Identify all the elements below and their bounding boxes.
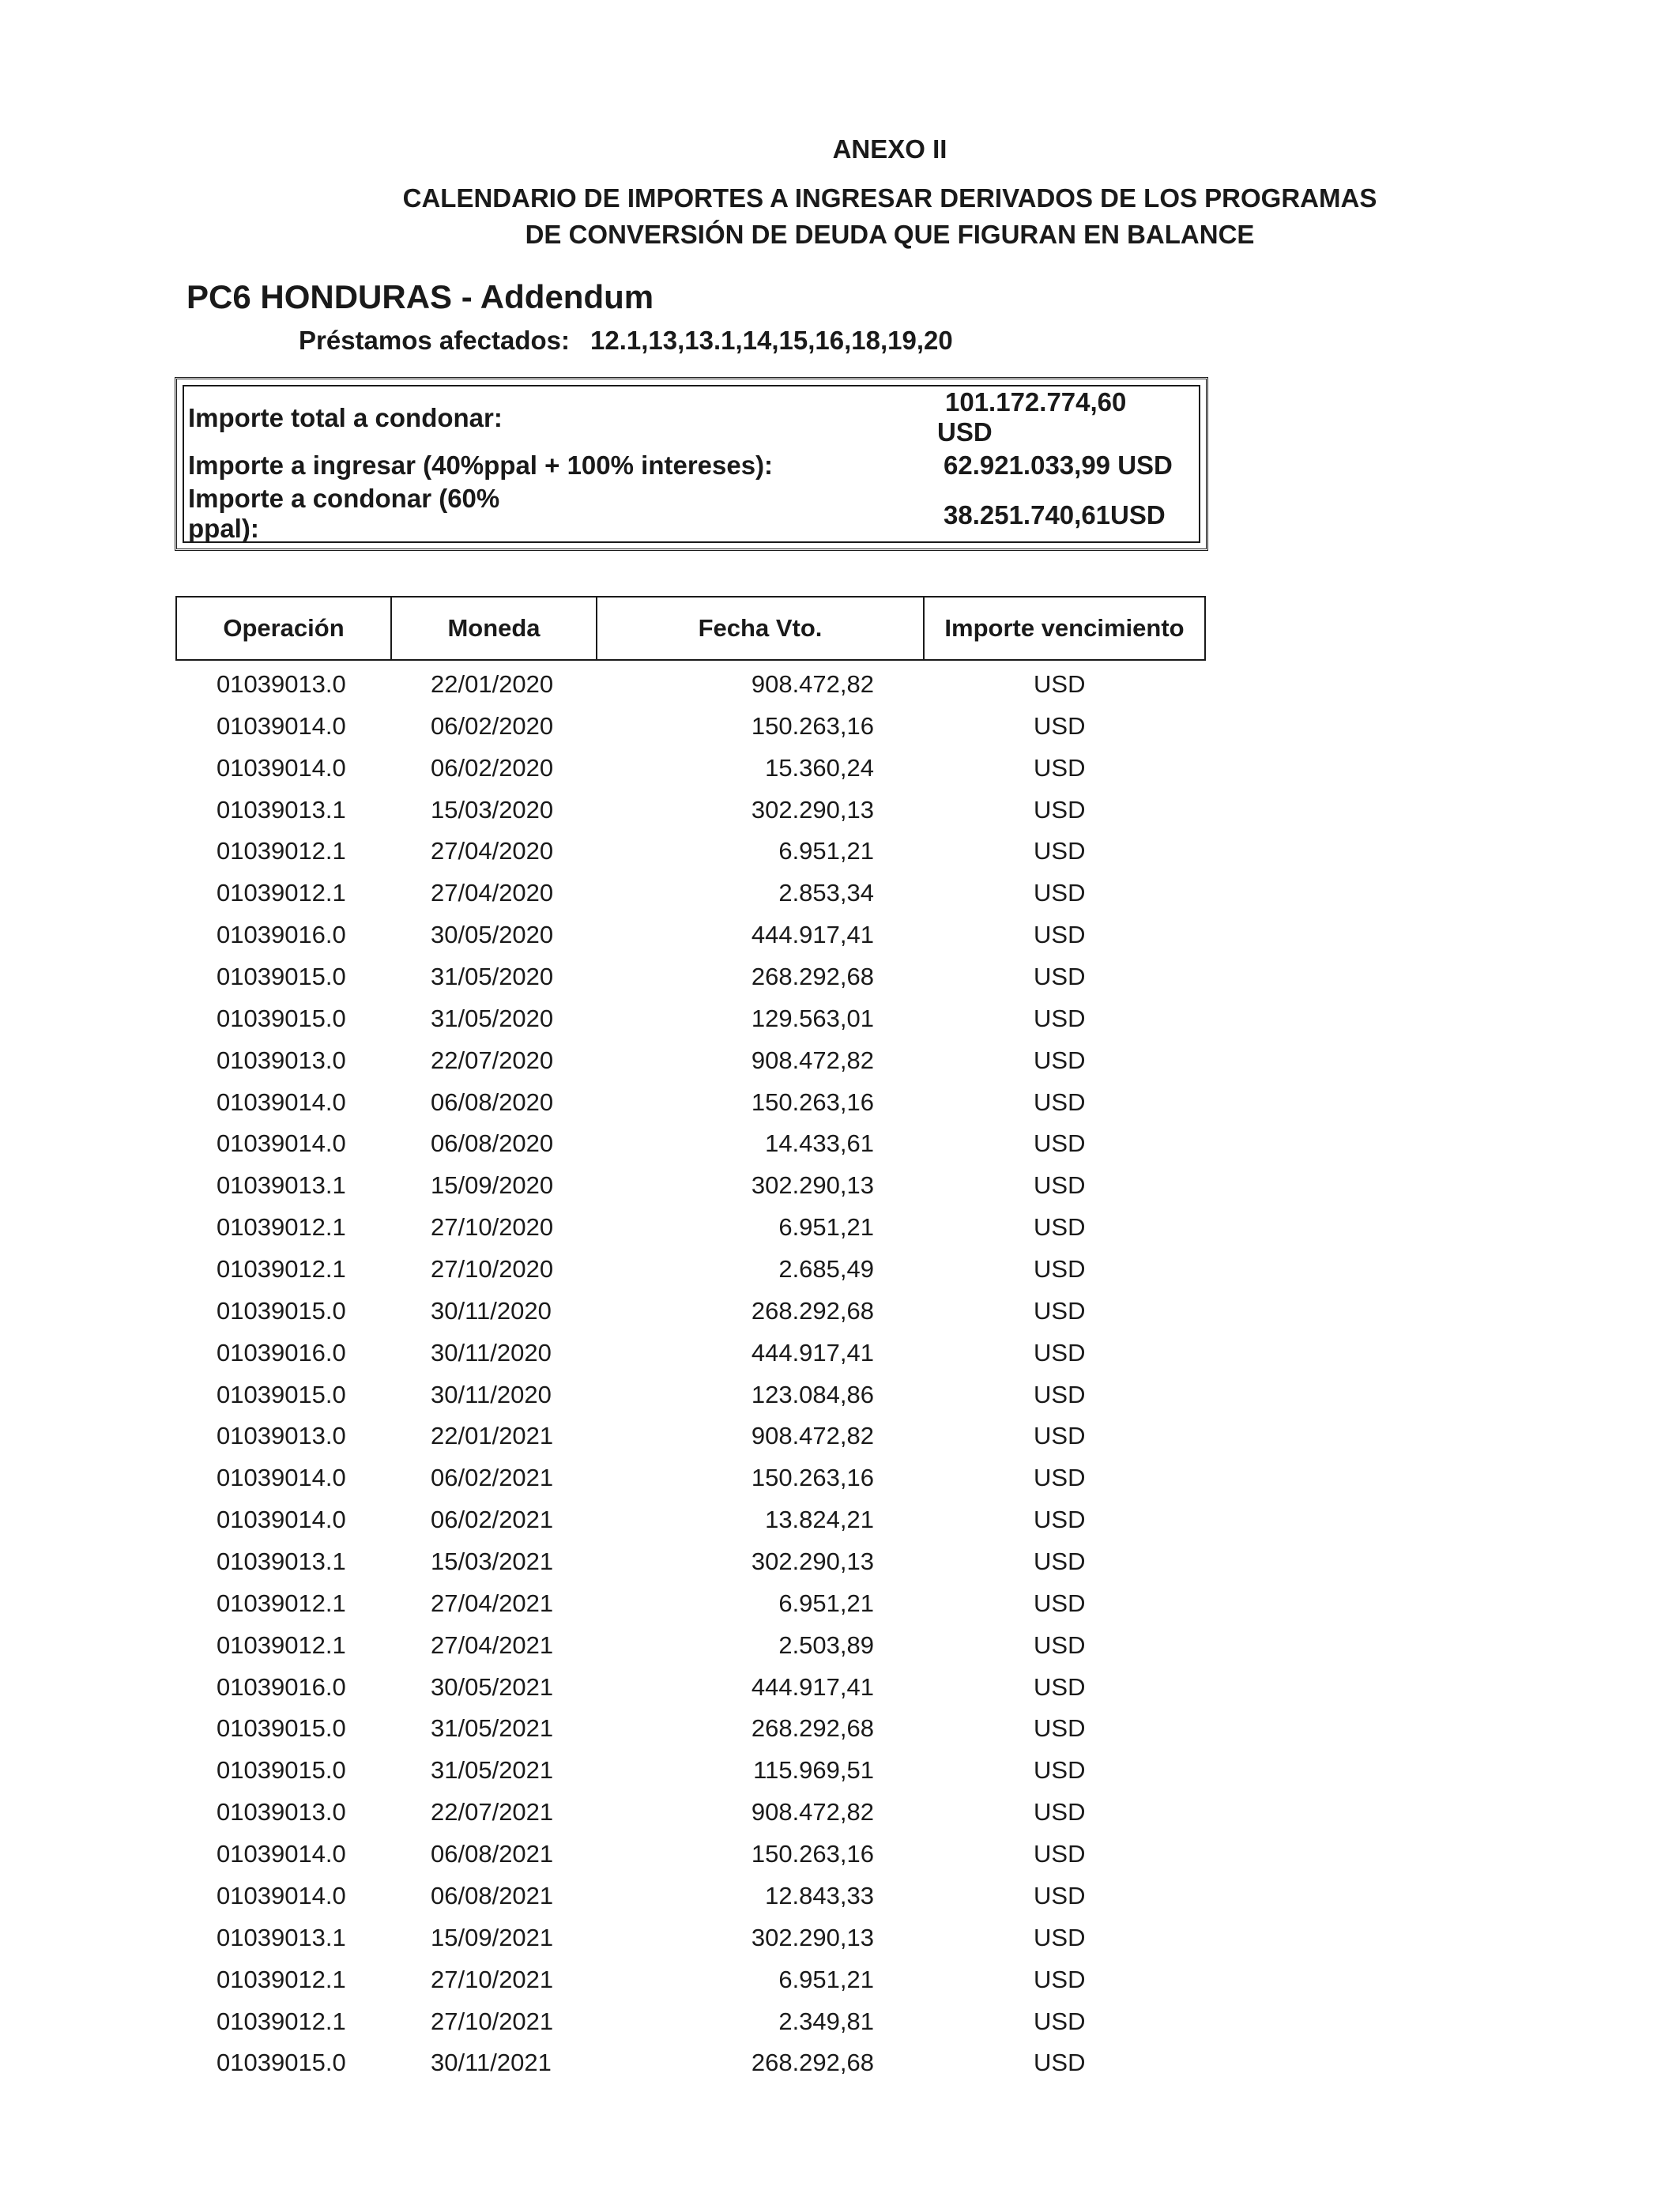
table-row	[175, 1916, 1206, 1958]
amount-cell: 13.824,21	[765, 1506, 874, 1534]
program-title: PC6 HONDURAS - Addendum	[186, 278, 654, 315]
currency-cell: USD	[1034, 879, 1086, 907]
table-row	[175, 2000, 1206, 2041]
operation-cell: 01039012.1	[217, 879, 346, 907]
currency-cell: USD	[1034, 1171, 1086, 1200]
table-row	[175, 1748, 1206, 1790]
currency-cell: USD	[1034, 1965, 1086, 1993]
amount-cell: 268.292,68	[751, 2049, 874, 2077]
date-cell: 30/05/2021	[431, 1672, 554, 1701]
currency-cell: USD	[1034, 1756, 1086, 1785]
table-row	[175, 1247, 1206, 1289]
date-cell: 27/04/2020	[431, 837, 554, 865]
total-forgive-value-line-1: 101.172.774,60	[945, 387, 1127, 417]
date-cell: 15/09/2020	[431, 1171, 554, 1200]
operation-cell: 01039012.1	[217, 1255, 346, 1284]
currency-cell: USD	[1034, 1672, 1086, 1701]
date-cell: 22/07/2020	[431, 1046, 554, 1074]
amount-cell: 908.472,82	[751, 1046, 874, 1074]
date-cell: 15/03/2021	[431, 1547, 554, 1576]
amount-to-forgive-label	[188, 484, 499, 544]
date-cell: 06/08/2021	[431, 1840, 554, 1868]
operation-cell: 01039012.1	[217, 1589, 346, 1617]
date-cell: 22/01/2020	[431, 670, 554, 698]
date-cell: 27/10/2021	[431, 1965, 554, 1993]
currency-cell: USD	[1034, 1422, 1086, 1450]
currency-cell: USD	[1034, 1380, 1086, 1408]
operation-cell: 01039014.0	[217, 1506, 346, 1534]
amount-to-forgive-label-line-2: ppal):	[188, 514, 259, 543]
operation-cell: 01039016.0	[217, 1338, 346, 1367]
total-forgive-value	[937, 387, 1126, 447]
table-row	[175, 1581, 1206, 1623]
amount-cell: 12.843,33	[765, 1881, 874, 1909]
currency-cell: USD	[1034, 2007, 1086, 2035]
table-row	[175, 1706, 1206, 1748]
operation-cell: 01039013.0	[217, 1046, 346, 1074]
currency-cell: USD	[1034, 1004, 1086, 1032]
amount-cell: 6.951,21	[778, 1965, 874, 1993]
currency-cell: USD	[1034, 1630, 1086, 1659]
table-row	[175, 662, 1206, 704]
amount-cell: 15.360,24	[765, 753, 874, 782]
amount-cell: 150.263,16	[751, 1464, 874, 1492]
operation-cell: 01039016.0	[217, 1672, 346, 1701]
date-cell: 27/10/2021	[431, 2007, 554, 2035]
operation-cell: 01039016.0	[217, 921, 346, 949]
table-row	[175, 704, 1206, 746]
operation-cell: 01039015.0	[217, 963, 346, 991]
operation-cell: 01039013.0	[217, 1422, 346, 1450]
header-fecha-vto: Fecha Vto.	[596, 598, 923, 659]
operation-cell: 01039014.0	[217, 711, 346, 740]
affected-loans-label: Préstamos afectados:	[299, 326, 570, 355]
amount-cell: 2.503,89	[778, 1630, 874, 1659]
table-row	[175, 871, 1206, 913]
table-row	[175, 1958, 1206, 2000]
table-row	[175, 829, 1206, 871]
table-row	[175, 1665, 1206, 1707]
amount-cell: 444.917,41	[751, 1672, 874, 1701]
table-row	[175, 1331, 1206, 1373]
table-row	[175, 2041, 1206, 2083]
date-cell: 30/11/2020	[431, 1380, 552, 1408]
amount-cell: 908.472,82	[751, 1798, 874, 1826]
header-operacion: Operación	[223, 614, 345, 642]
operation-cell: 01039015.0	[217, 1756, 346, 1785]
operation-cell: 01039014.0	[217, 1129, 346, 1158]
annex-title: ANEXO II	[832, 134, 947, 164]
document-title-line-1: CALENDARIO DE IMPORTES A INGRESAR DERIVADOS DE LOS PROGRAMAS	[402, 183, 1377, 213]
operation-cell: 01039015.0	[217, 1714, 346, 1743]
amount-cell: 6.951,21	[778, 1213, 874, 1242]
date-cell: 27/10/2020	[431, 1213, 554, 1242]
date-cell: 27/04/2021	[431, 1589, 554, 1617]
operation-cell: 01039015.0	[217, 1380, 346, 1408]
table-row	[175, 1623, 1206, 1665]
amount-cell: 6.951,21	[778, 1589, 874, 1617]
amount-cell: 444.917,41	[751, 921, 874, 949]
date-cell: 06/02/2021	[431, 1506, 554, 1534]
operation-cell: 01039014.0	[217, 1881, 346, 1909]
currency-cell: USD	[1034, 1840, 1086, 1868]
operation-cell: 01039014.0	[217, 1088, 346, 1116]
operation-cell: 01039013.1	[217, 1171, 346, 1200]
currency-cell: USD	[1034, 1464, 1086, 1492]
operation-cell: 01039012.1	[217, 1965, 346, 1993]
date-cell: 06/02/2020	[431, 753, 554, 782]
table-row	[175, 788, 1206, 830]
date-cell: 27/04/2020	[431, 879, 554, 907]
currency-cell: USD	[1034, 1129, 1086, 1158]
date-cell: 30/05/2020	[431, 921, 554, 949]
table-row	[175, 1874, 1206, 1916]
amount-cell: 2.853,34	[778, 879, 874, 907]
amount-cell: 302.290,13	[751, 1923, 874, 1951]
operation-cell: 01039015.0	[217, 1296, 346, 1325]
currency-cell: USD	[1034, 753, 1086, 782]
operation-cell: 01039013.1	[217, 1923, 346, 1951]
currency-cell: USD	[1034, 795, 1086, 824]
amount-cell: 908.472,82	[751, 1422, 874, 1450]
amount-cell: 123.084,86	[751, 1380, 874, 1408]
table-body	[175, 662, 1206, 2083]
table-row	[175, 1163, 1206, 1205]
amount-to-pay-value: 62.921.033,99 USD	[944, 450, 1173, 480]
currency-cell: USD	[1034, 1506, 1086, 1534]
table-row	[175, 1790, 1206, 1832]
total-forgive-label: Importe total a condonar:	[188, 403, 503, 432]
date-cell: 27/10/2020	[431, 1255, 554, 1284]
date-cell: 30/11/2020	[431, 1338, 552, 1367]
amount-cell: 2.685,49	[778, 1255, 874, 1284]
table-row	[175, 1289, 1206, 1331]
affected-loans-value: 12.1,13,13.1,14,15,16,18,19,20	[590, 326, 953, 355]
operation-cell: 01039012.1	[217, 1630, 346, 1659]
operation-cell: 01039014.0	[217, 753, 346, 782]
operation-cell: 01039013.0	[217, 670, 346, 698]
operation-cell: 01039014.0	[217, 1840, 346, 1868]
currency-cell: USD	[1034, 1296, 1086, 1325]
amount-to-pay-label: Importe a ingresar (40%ppal + 100% intereses):	[188, 450, 774, 480]
amount-cell: 302.290,13	[751, 1171, 874, 1200]
currency-cell: USD	[1034, 1213, 1086, 1242]
header-moneda: Moneda	[390, 598, 596, 659]
currency-cell: USD	[1034, 921, 1086, 949]
currency-cell: USD	[1034, 1547, 1086, 1576]
currency-cell: USD	[1034, 837, 1086, 865]
amount-cell: 268.292,68	[751, 1714, 874, 1743]
date-cell: 31/05/2020	[431, 963, 554, 991]
currency-cell: USD	[1034, 963, 1086, 991]
table-row	[175, 1456, 1206, 1498]
currency-cell: USD	[1034, 1798, 1086, 1826]
table-row	[175, 1414, 1206, 1456]
operation-cell: 01039013.1	[217, 1547, 346, 1576]
currency-cell: USD	[1034, 711, 1086, 740]
amount-cell: 2.349,81	[778, 2007, 874, 2035]
summary-box	[175, 377, 1208, 551]
date-cell: 15/09/2021	[431, 1923, 554, 1951]
operation-cell: 01039012.1	[217, 837, 346, 865]
affected-loans	[299, 326, 953, 356]
date-cell: 30/11/2021	[431, 2049, 552, 2077]
operation-cell: 01039012.1	[217, 1213, 346, 1242]
table-row	[175, 1540, 1206, 1581]
table-row	[175, 1205, 1206, 1247]
currency-cell: USD	[1034, 1589, 1086, 1617]
date-cell: 15/03/2020	[431, 795, 554, 824]
currency-cell: USD	[1034, 670, 1086, 698]
date-cell: 06/02/2020	[431, 711, 554, 740]
table-row	[175, 1080, 1206, 1122]
date-cell: 06/08/2020	[431, 1088, 554, 1116]
amount-cell: 115.969,51	[753, 1756, 874, 1785]
currency-cell: USD	[1034, 1088, 1086, 1116]
currency-cell: USD	[1034, 1923, 1086, 1951]
operation-cell: 01039015.0	[217, 1004, 346, 1032]
table-row	[175, 1498, 1206, 1540]
date-cell: 27/04/2021	[431, 1630, 554, 1659]
document-title-line-2: DE CONVERSIÓN DE DEUDA QUE FIGURAN EN BALANCE	[525, 220, 1255, 249]
date-cell: 30/11/2020	[431, 1296, 552, 1325]
amount-to-forgive-value: 38.251.740,61USD	[944, 500, 1166, 530]
header-importe-vencimiento: Importe vencimiento	[923, 598, 1204, 659]
amount-cell: 302.290,13	[751, 795, 874, 824]
date-cell: 06/02/2021	[431, 1464, 554, 1492]
amount-cell: 150.263,16	[751, 711, 874, 740]
table-row	[175, 1832, 1206, 1874]
amount-cell: 444.917,41	[751, 1338, 874, 1367]
amount-cell: 150.263,16	[751, 1840, 874, 1868]
total-forgive-value-line-2: USD	[937, 417, 993, 447]
table-row	[175, 997, 1206, 1039]
date-cell: 22/01/2021	[431, 1422, 554, 1450]
currency-cell: USD	[1034, 1714, 1086, 1743]
currency-cell: USD	[1034, 2049, 1086, 2077]
amount-cell: 268.292,68	[751, 963, 874, 991]
table-header	[175, 596, 1206, 661]
amount-cell: 908.472,82	[751, 670, 874, 698]
amount-cell: 129.563,01	[751, 1004, 874, 1032]
amount-cell: 268.292,68	[751, 1296, 874, 1325]
operation-cell: 01039013.1	[217, 795, 346, 824]
table-row	[175, 1373, 1206, 1415]
date-cell: 22/07/2021	[431, 1798, 554, 1826]
amount-cell: 302.290,13	[751, 1547, 874, 1576]
table-row	[175, 913, 1206, 955]
date-cell: 31/05/2021	[431, 1756, 554, 1785]
currency-cell: USD	[1034, 1046, 1086, 1074]
table-row	[175, 1122, 1206, 1163]
date-cell: 31/05/2020	[431, 1004, 554, 1032]
amount-cell: 14.433,61	[765, 1129, 874, 1158]
operation-cell: 01039014.0	[217, 1464, 346, 1492]
operation-cell: 01039015.0	[217, 2049, 346, 2077]
operation-cell: 01039012.1	[217, 2007, 346, 2035]
currency-cell: USD	[1034, 1338, 1086, 1367]
amount-cell: 150.263,16	[751, 1088, 874, 1116]
currency-cell: USD	[1034, 1255, 1086, 1284]
table-row	[175, 1039, 1206, 1080]
amount-to-forgive-label-line-1: Importe a condonar (60%	[188, 484, 500, 513]
date-cell: 31/05/2021	[431, 1714, 554, 1743]
table-row	[175, 955, 1206, 997]
date-cell: 06/08/2020	[431, 1129, 554, 1158]
operation-cell: 01039013.0	[217, 1798, 346, 1826]
amount-cell: 6.951,21	[778, 837, 874, 865]
currency-cell: USD	[1034, 1881, 1086, 1909]
date-cell: 06/08/2021	[431, 1881, 554, 1909]
table-row	[175, 746, 1206, 788]
document-title	[0, 180, 1680, 253]
